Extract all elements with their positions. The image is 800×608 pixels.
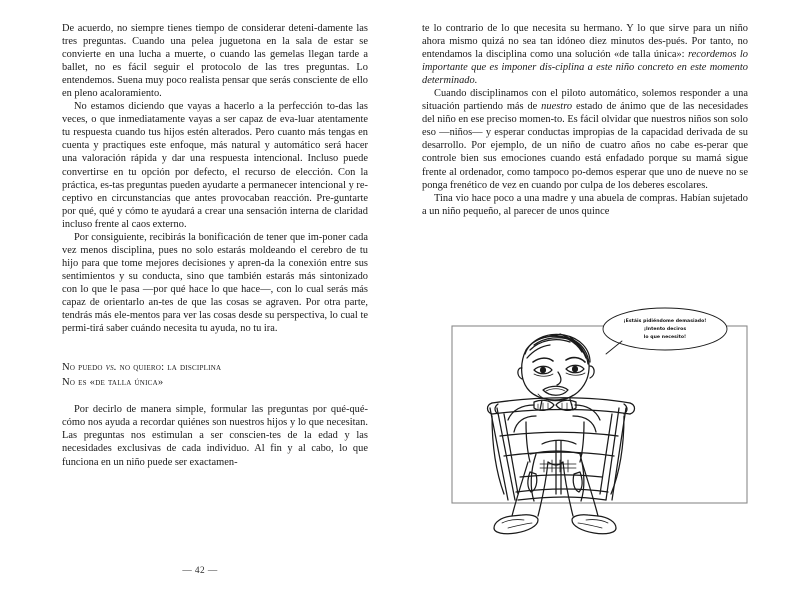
cart-crossbar-upper	[500, 432, 618, 436]
cart-seat-top	[542, 440, 576, 444]
child-shoe-left-detail-2	[508, 523, 532, 528]
heading-part-1: o puedo	[69, 362, 106, 374]
cart-seat-opening-left	[531, 454, 536, 501]
paragraph	[422, 87, 748, 191]
child-nose	[557, 372, 561, 385]
heading-spacer	[62, 390, 368, 403]
child-pocket-left	[528, 472, 537, 492]
right-page	[400, 0, 800, 608]
paragraph	[422, 192, 748, 218]
child-pupil-left	[540, 367, 546, 374]
text-run: te lo contrario de lo que necesita su hermano. Y lo que sirve para un niño ahora mismo quizá no sea tan idóneo diez minutos des-pués. Por tanto, no entendamos la disciplina como una solución «de talla única»:	[422, 23, 748, 61]
child-eyebrow-right	[566, 358, 585, 362]
child-neck-left	[540, 400, 542, 410]
heading-italic-vs: vs.	[105, 362, 117, 374]
cart-handle-right-cap	[630, 403, 635, 414]
cart-crossbar-middle	[504, 452, 614, 456]
child-shoe-left	[494, 515, 538, 534]
section-heading	[62, 361, 368, 390]
section-heading-line1	[62, 362, 221, 373]
child-arm-left-inner	[514, 416, 536, 432]
child-torso-left	[526, 422, 530, 462]
text-run: estado de ánimo que de las necesidades del niño en ese preciso momen-to. Es fácil olvidar que nuestros niños son solo eso —niños— y esperar conductas impropias de la capacidad derivada de su desarrollo. Por ejemplo, de un niño de cuatro años no cabe es-perar que controle bien sus emociones cuando está enfadado porque su mamá sigue frente al ordenador, como tampoco po-demos esperar que uno de nueve no se ponga frenético de vez en cuando por culpa de los deberes escolares.	[422, 101, 749, 191]
child-leg-right-outer	[582, 462, 598, 516]
text-run: Tina vio hace poco a una madre y una abuela de compras. Habían sujetado a un niño pequeño, al parecer de unos quince	[422, 192, 748, 217]
illustration-svg	[430, 304, 760, 574]
speech-bubble-line-2: ¡Intento deciros	[643, 327, 687, 332]
left-page-textblock	[62, 22, 368, 469]
child-hair-fringe	[527, 345, 550, 358]
right-page-textblock	[422, 22, 748, 218]
heading-line2-tail: o es «de talla única»	[69, 376, 164, 388]
cart-left-upright-inner	[497, 408, 515, 500]
paragraph: Por decirlo de manera simple, formular las preguntas por qué-qué-cómo nos ayuda a recordar quiénes son nuestros hijos y lo que necesitan. Las preguntas nos estimulan a ser conscien-tes de la edad y las necesidades exclusivas de cada individuo. Al fin y al cabo, lo que funciona en un niño puede ser exactamen-	[62, 404, 368, 468]
child-shoe-right-detail	[586, 520, 608, 523]
child-pupil-right	[572, 366, 578, 373]
paragraph: De acuerdo, no siempre tienes tiempo de considerar deteni-damente las tres preguntas. Cuando una pelea juguetona en la sala de estar se convierte en una lucha a muerte, o cuando las gemelas llegan tarde a ballet, no es fácil seguir el protocolo de las tres preguntas. Lo entendemos. Suena muy poco realista pensar que serás consciente de ello en pleno acaloramiento.	[62, 23, 368, 100]
speech-bubble-line-1: ¡Estáis pidiéndome demasiado!	[623, 319, 707, 324]
child-shoe-left-detail	[502, 520, 524, 523]
illustration-linework	[488, 308, 728, 534]
child-arm-right	[575, 405, 600, 420]
heading-dropcap-n: N	[62, 362, 70, 374]
italic-run: nuestro	[541, 101, 573, 113]
heading-part-2: no quiero: la disciplina	[116, 362, 222, 374]
child-arm-left	[508, 405, 534, 420]
child-shoe-right-detail-2	[578, 523, 602, 528]
text-run: Cuando disciplinamos con el piloto automático, solemos responder a una situación partiendo más de	[422, 88, 748, 113]
illustration-figure	[430, 304, 760, 574]
section-heading-line2	[62, 377, 163, 388]
speech-bubble-line-3: lo que necesito!	[643, 335, 687, 340]
page-number: — 42 —	[182, 566, 218, 576]
cart-right-upright-inner	[606, 408, 619, 500]
paragraph	[422, 22, 748, 87]
child-mouth-inner	[546, 389, 565, 391]
child-ear-right	[590, 366, 594, 378]
speech-bubble-tail	[606, 341, 622, 354]
heading-dropcap-n2: N	[62, 376, 70, 388]
paragraph: Por consiguiente, recibirás la bonificación de tener que im-poner cada vez menos disciplina, pues no solo estarás moldeando el cerebro de tu hijo para que tome mejores decisiones y apren-da la conexión entre sus sentimientos y su conducta, sino que también estarás más sintonizado con lo que le pasa —por qué hace lo que hace—, con lo cual serás más capaz de orientarlo an-tes de que las cosas se agraven. Por otra parte, tendrás más ele-mentos para ver las cosas desde su perspectiva, lo cual te permi-tirá saber cuándo necesita tu ayuda, no tu ira.	[62, 231, 368, 335]
child-shoe-right	[572, 515, 616, 534]
italic-run: recordemos lo importante que es imponer dis-ciplina a este niño concreto en este momento determinado.	[422, 49, 748, 87]
paragraph: No estamos diciendo que vayas a hacerlo a la perfección to-das las veces, o que inmediatamente vayas a ser capaz de eva-luar atentamente tu respuesta cuando tus hijos estén alterados. Pero cuanto más tengas en cuenta y practiques este enfoque, más natural y automático será hacer una valoración rápida y dar una respuesta intencional. Incluso puede convertirse en tu opción por defecto, el recurso de elección. Con la práctica, es-tas preguntas pueden ayudarte a permanecer intencional y re-ceptivo en circunstancias que antes provocaban reacción. Pre-guntarte por qué, qué y cómo te ayudará a crear una sensación interna de claridad incluso frente al caos externo.	[62, 101, 368, 230]
child-eyebrow-left	[533, 358, 553, 362]
